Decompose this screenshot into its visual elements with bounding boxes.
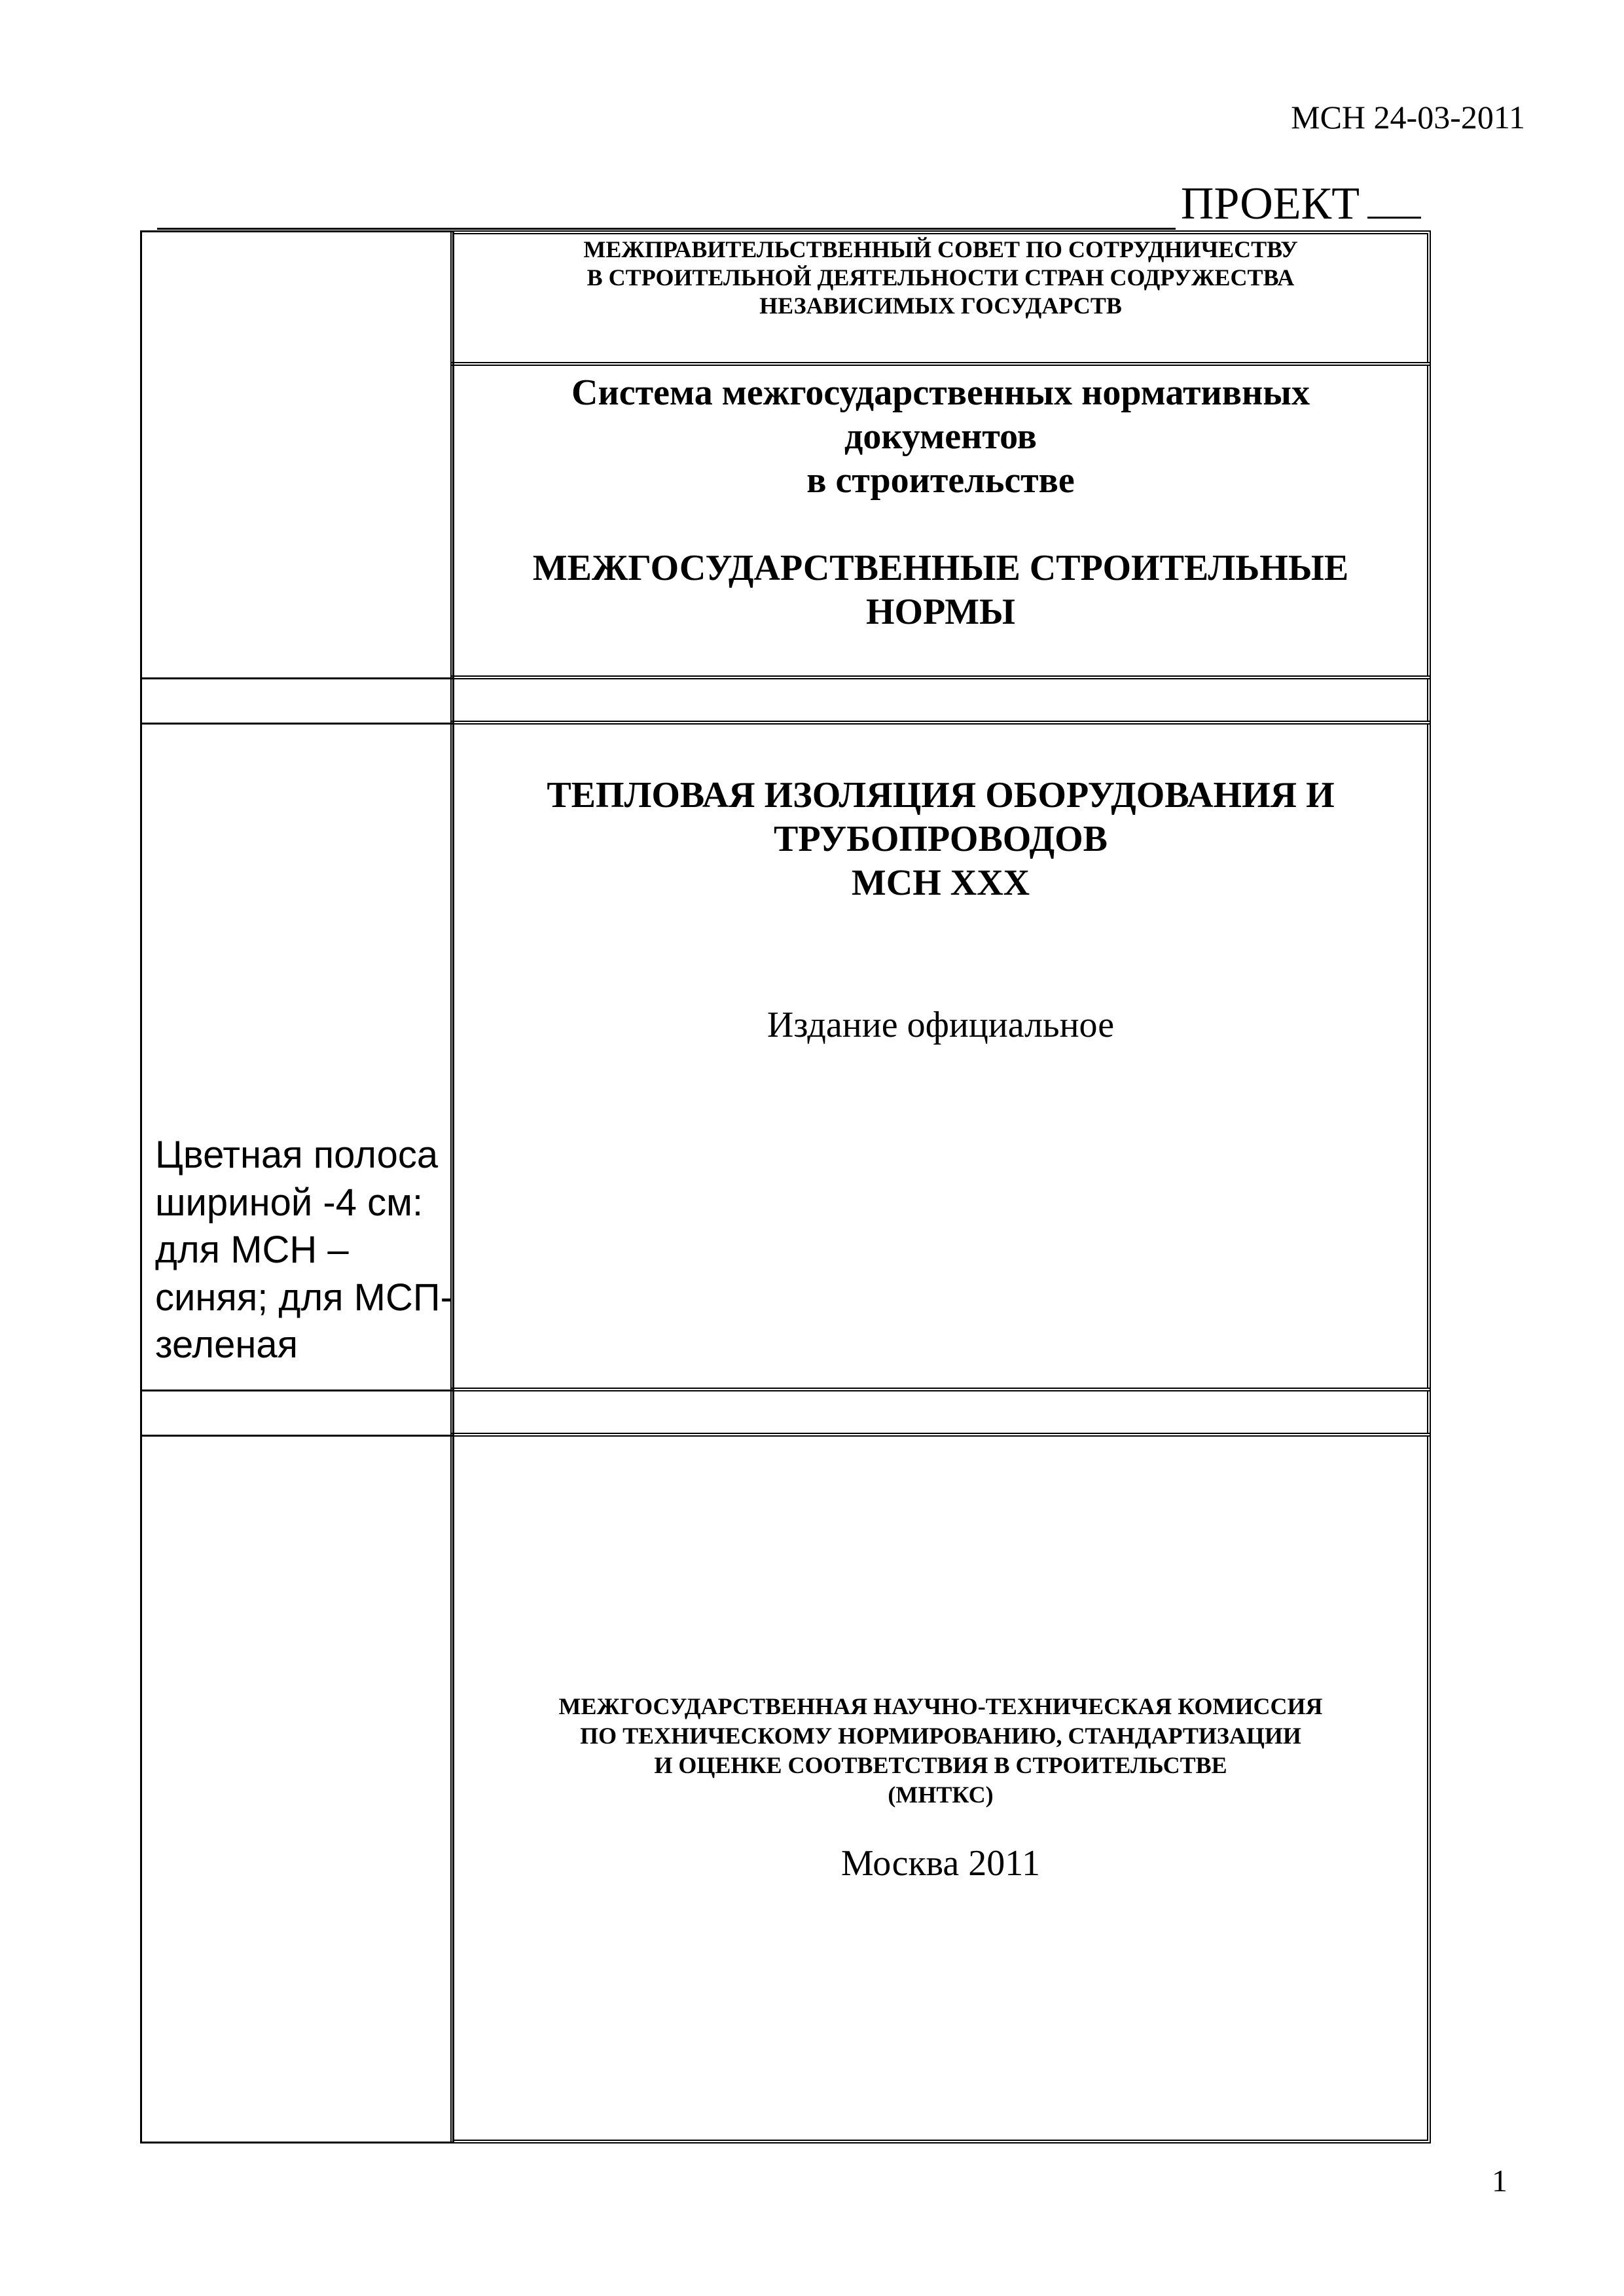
document-title	[454, 725, 1427, 906]
cover-grid	[140, 230, 1431, 2144]
council-name	[454, 234, 1427, 321]
city-year: Москва 2011	[840, 1843, 1041, 1884]
edition-label: Издание официальное	[767, 1004, 1115, 1045]
side-note	[155, 1132, 456, 1369]
title-line: ТЕПЛОВАЯ ИЗОЛЯЦИЯ ОБОРУДОВАНИЯ И	[547, 775, 1335, 816]
commission-line: И ОЦЕНКЕ СООТВЕТСТВИЯ В СТРОИТЕЛЬСТВЕ	[654, 1752, 1227, 1778]
document-code: МСН 24-03-2011	[1291, 99, 1525, 135]
side-note-line: синяя; для МСП-	[155, 1276, 453, 1319]
title-cell	[450, 721, 1431, 1391]
left-cell-bottom	[140, 1435, 454, 2144]
side-note-line: Цветная полоса	[155, 1134, 439, 1176]
system-cell	[450, 362, 1431, 679]
left-cell-spacer-2	[140, 1390, 454, 1437]
commission-name	[454, 1437, 1427, 1810]
norms-line: НОРМЫ	[865, 591, 1016, 632]
left-cell-spacer-1	[140, 677, 454, 725]
system-line: документов	[844, 416, 1037, 457]
title-line: ТРУБОПРОВОДОВ	[773, 819, 1108, 860]
draft-label	[1176, 178, 1421, 230]
document-number: МСН ХХХ	[851, 863, 1030, 904]
left-cell-side-note	[140, 723, 454, 1391]
right-cell-spacer-1	[450, 675, 1431, 725]
side-note-line: шириной -4 см:	[155, 1181, 424, 1224]
council-line: В СТРОИТЕЛЬНОЙ ДЕЯТЕЛЬНОСТИ СТРАН СОДРУЖЕСТВА	[586, 264, 1295, 291]
draft-number-blank	[1367, 181, 1421, 219]
commission-line: МЕЖГОСУДАРСТВЕННАЯ НАУЧНО-ТЕХНИЧЕСКАЯ КОМИССИЯ	[558, 1693, 1323, 1719]
side-note-line: для МСН –	[155, 1229, 349, 1271]
council-line: МЕЖПРАВИТЕЛЬСТВЕННЫЙ СОВЕТ ПО СОТРУДНИЧЕСТВУ	[583, 236, 1298, 262]
system-line: Система межгосударственных нормативных	[571, 372, 1310, 413]
right-cell-spacer-2	[450, 1388, 1431, 1437]
norms-line: МЕЖГОСУДАРСТВЕННЫЕ СТРОИТЕЛЬНЫЕ	[532, 547, 1349, 588]
norms-heading	[454, 503, 1427, 634]
side-note-line: зеленая	[155, 1323, 298, 1366]
council-line: НЕЗАВИСИМЫХ ГОСУДАРСТВ	[759, 293, 1122, 319]
system-title	[454, 366, 1427, 503]
publisher-cell	[450, 1433, 1431, 2144]
commission-line: ПО ТЕХНИЧЕСКОМУ НОРМИРОВАНИЮ, СТАНДАРТИЗАЦИИ	[580, 1723, 1301, 1749]
page-number: 1	[1492, 2164, 1507, 2198]
left-cell-top	[140, 230, 454, 679]
system-line: в строительстве	[806, 460, 1075, 501]
commission-line: (МНТКС)	[888, 1782, 994, 1808]
draft-text: ПРОЕКТ	[1180, 179, 1360, 229]
council-cell	[450, 230, 1431, 366]
